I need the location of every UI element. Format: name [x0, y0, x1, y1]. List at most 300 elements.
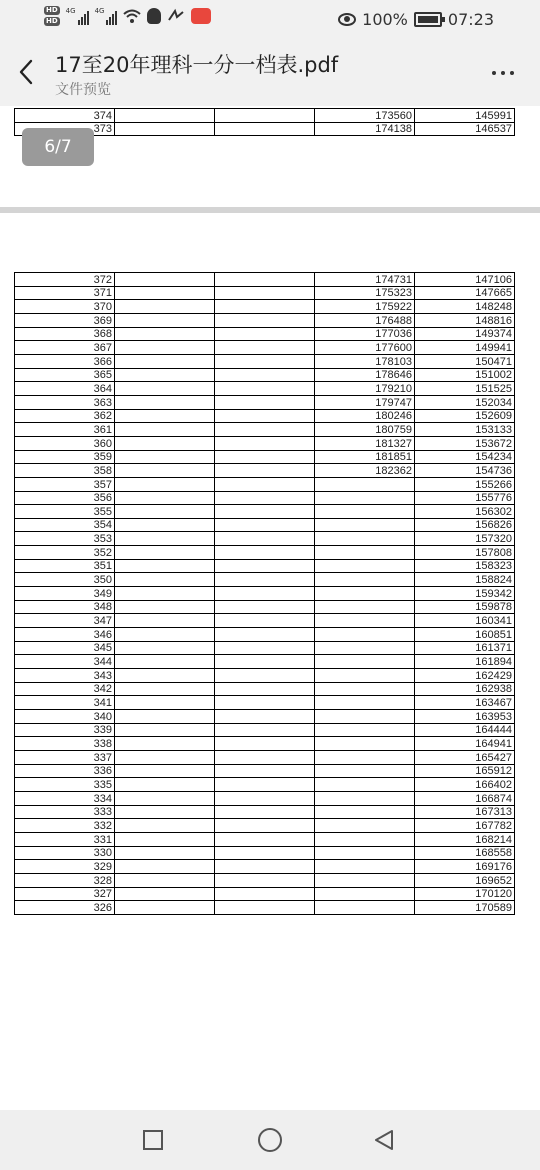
table-cell-c5: 149941 [415, 341, 515, 355]
table-cell-c2 [115, 559, 215, 573]
table-cell-c4 [315, 737, 415, 751]
table-row [15, 723, 515, 737]
table-cell-c3 [215, 573, 315, 587]
table-row [15, 505, 515, 519]
table-cell-c4: 181851 [315, 450, 415, 464]
table-cell-c4 [315, 532, 415, 546]
table-row [15, 901, 515, 915]
table-cell-c5: 168558 [415, 846, 515, 860]
qq-icon [147, 8, 161, 24]
table-cell-c2 [115, 669, 215, 683]
table-cell-c4 [315, 628, 415, 642]
table-row [15, 696, 515, 710]
table-cell-score: 359 [15, 450, 115, 464]
table-row [15, 669, 515, 683]
table-cell-c2 [115, 682, 215, 696]
hd-badge-2: HD [46, 17, 58, 25]
table-cell-c2 [115, 614, 215, 628]
table-row [15, 573, 515, 587]
table-cell-c3 [215, 819, 315, 833]
table-row [15, 286, 515, 300]
table-cell-c4 [315, 669, 415, 683]
table-row [15, 109, 515, 123]
signal-icon-2 [95, 7, 118, 25]
table-cell-c3 [215, 559, 315, 573]
table-cell-score: 360 [15, 436, 115, 450]
table-cell-c5: 150471 [415, 354, 515, 368]
table-cell-c3 [215, 600, 315, 614]
table-cell-c2 [115, 518, 215, 532]
table-cell-c4: 174138 [315, 122, 415, 136]
table-cell-c5: 165427 [415, 750, 515, 764]
table-cell-c2 [115, 641, 215, 655]
table-cell-score: 329 [15, 860, 115, 874]
table-cell-c4 [315, 819, 415, 833]
table-cell-score: 369 [15, 313, 115, 327]
table-cell-c5: 145991 [415, 109, 515, 123]
home-circle-icon[interactable] [258, 1128, 282, 1152]
table-cell-c4 [315, 873, 415, 887]
table-cell-c5: 155266 [415, 477, 515, 491]
table-cell-c3 [215, 436, 315, 450]
table-cell-c2 [115, 778, 215, 792]
table-cell-c3 [215, 778, 315, 792]
table-cell-c3 [215, 750, 315, 764]
table-cell-c2 [115, 819, 215, 833]
table-cell-score: 332 [15, 819, 115, 833]
table-cell-c2 [115, 286, 215, 300]
file-title: 17至20年理科一分一档表.pdf [55, 53, 339, 77]
table-cell-c5: 167782 [415, 819, 515, 833]
table-cell-c5: 160851 [415, 628, 515, 642]
table-cell-score: 367 [15, 341, 115, 355]
table-cell-c4 [315, 764, 415, 778]
table-cell-c2 [115, 423, 215, 437]
table-cell-score: 333 [15, 805, 115, 819]
table-cell-score: 337 [15, 750, 115, 764]
table-cell-c4 [315, 559, 415, 573]
table-cell-c4 [315, 805, 415, 819]
table-cell-c5: 164444 [415, 723, 515, 737]
table-cell-score: 353 [15, 532, 115, 546]
table-cell-c2 [115, 587, 215, 601]
table-row [15, 395, 515, 409]
battery-icon [414, 12, 442, 27]
table-cell-c5: 152609 [415, 409, 515, 423]
table-cell-c3 [215, 723, 315, 737]
chevron-left-icon [12, 54, 42, 90]
table-cell-c5: 169176 [415, 860, 515, 874]
table-cell-score: 330 [15, 846, 115, 860]
table-cell-c3 [215, 477, 315, 491]
table-row [15, 873, 515, 887]
table-row [15, 354, 515, 368]
table-cell-c2 [115, 341, 215, 355]
table-cell-score: 356 [15, 491, 115, 505]
table-cell-c4 [315, 832, 415, 846]
table-cell-c4: 181327 [315, 436, 415, 450]
table-row [15, 737, 515, 751]
recents-square-icon[interactable] [143, 1130, 163, 1150]
pdf-viewer[interactable] [0, 106, 540, 1110]
table-row [15, 655, 515, 669]
table-cell-c5: 146537 [415, 122, 515, 136]
table-cell-c3 [215, 286, 315, 300]
table-cell-score: 349 [15, 587, 115, 601]
table-cell-c3 [215, 873, 315, 887]
table-cell-score: 326 [15, 901, 115, 915]
table-cell-c5: 148248 [415, 300, 515, 314]
table-row [15, 532, 515, 546]
table-cell-c5: 166402 [415, 778, 515, 792]
table-cell-c5: 155776 [415, 491, 515, 505]
table-cell-c3 [215, 368, 315, 382]
table-cell-c5: 148816 [415, 313, 515, 327]
table-cell-c5: 157808 [415, 546, 515, 560]
table-cell-score: 347 [15, 614, 115, 628]
table-cell-c3 [215, 450, 315, 464]
table-cell-c3 [215, 832, 315, 846]
table-row [15, 546, 515, 560]
table-cell-score: 328 [15, 873, 115, 887]
table-cell-score: 344 [15, 655, 115, 669]
table-cell-c5: 163953 [415, 710, 515, 724]
table-row [15, 710, 515, 724]
table-cell-c4: 182362 [315, 464, 415, 478]
table-cell-c2 [115, 122, 215, 136]
hd-badge-1: HD [46, 6, 58, 14]
table-cell-c2 [115, 464, 215, 478]
table-cell-score: 346 [15, 628, 115, 642]
back-triangle-icon[interactable] [372, 1128, 396, 1152]
table-cell-c4: 177036 [315, 327, 415, 341]
table-cell-c4 [315, 641, 415, 655]
battery-percent: 100% [362, 10, 408, 29]
table-cell-c2 [115, 655, 215, 669]
table-cell-c4 [315, 587, 415, 601]
table-cell-score: 343 [15, 669, 115, 683]
table-cell-c2 [115, 628, 215, 642]
table-cell-c3 [215, 491, 315, 505]
table-cell-c2 [115, 737, 215, 751]
table-cell-c4: 175922 [315, 300, 415, 314]
clock: 07:23 [447, 10, 494, 29]
table-cell-c5: 162429 [415, 669, 515, 683]
table-cell-c4 [315, 614, 415, 628]
app-notification-icon [167, 8, 185, 24]
more-options-button[interactable] [488, 66, 518, 80]
table-cell-c4 [315, 477, 415, 491]
table-cell-c2 [115, 696, 215, 710]
table-row [15, 368, 515, 382]
table-cell-c3 [215, 614, 315, 628]
table-cell-c4: 176488 [315, 313, 415, 327]
table-cell-c3 [215, 423, 315, 437]
table-cell-c3 [215, 805, 315, 819]
table-cell-c4: 173560 [315, 109, 415, 123]
table-cell-c5: 168214 [415, 832, 515, 846]
table-row [15, 587, 515, 601]
table-cell-c3 [215, 696, 315, 710]
table-cell-c4: 175323 [315, 286, 415, 300]
table-cell-c3 [215, 737, 315, 751]
table-cell-c5: 169652 [415, 873, 515, 887]
table-cell-c2 [115, 477, 215, 491]
table-cell-c4 [315, 573, 415, 587]
table-cell-c5: 153672 [415, 436, 515, 450]
table-cell-c2 [115, 532, 215, 546]
table-cell-c5: 147665 [415, 286, 515, 300]
table-cell-score: 364 [15, 382, 115, 396]
table-cell-c4 [315, 546, 415, 560]
table-row [15, 805, 515, 819]
table-cell-score: 363 [15, 395, 115, 409]
table-cell-c5: 157320 [415, 532, 515, 546]
table-cell-c4: 178646 [315, 368, 415, 382]
signal-icon-1 [66, 7, 89, 25]
table-cell-score: 327 [15, 887, 115, 901]
red-app-icon [191, 8, 211, 24]
table-row [15, 341, 515, 355]
network-type-1: 4G [65, 7, 76, 15]
table-row [15, 860, 515, 874]
status-left [44, 6, 211, 26]
table-cell-score: 345 [15, 641, 115, 655]
table-cell-score: 338 [15, 737, 115, 751]
status-right [338, 10, 494, 29]
table-cell-c2 [115, 573, 215, 587]
table-cell-c3 [215, 846, 315, 860]
table-row [15, 846, 515, 860]
table-cell-c3 [215, 901, 315, 915]
eye-comfort-icon [338, 13, 356, 26]
table-cell-score: 350 [15, 573, 115, 587]
table-cell-score: 342 [15, 682, 115, 696]
table-cell-c5: 159342 [415, 587, 515, 601]
table-row [15, 477, 515, 491]
table-cell-c4 [315, 696, 415, 710]
table-cell-c5: 170120 [415, 887, 515, 901]
table-row [15, 464, 515, 478]
table-cell-c5: 161371 [415, 641, 515, 655]
table-cell-c5: 165912 [415, 764, 515, 778]
table-cell-c5: 156302 [415, 505, 515, 519]
table-cell-c3 [215, 546, 315, 560]
table-cell-score: 339 [15, 723, 115, 737]
table-cell-score: 368 [15, 327, 115, 341]
table-cell-c3 [215, 764, 315, 778]
page-separator [0, 207, 540, 213]
table-cell-c3 [215, 122, 315, 136]
table-row [15, 423, 515, 437]
table-cell-score: 331 [15, 832, 115, 846]
table-cell-score: 334 [15, 791, 115, 805]
table-cell-c2 [115, 395, 215, 409]
table-row [15, 764, 515, 778]
table-cell-c4 [315, 860, 415, 874]
table-cell-c3 [215, 860, 315, 874]
table-cell-c3 [215, 655, 315, 669]
table-cell-c2 [115, 327, 215, 341]
score-table [14, 272, 515, 915]
table-row [15, 750, 515, 764]
table-cell-score: 335 [15, 778, 115, 792]
hd-badges [44, 6, 60, 26]
table-cell-score: 361 [15, 423, 115, 437]
table-cell-c2 [115, 273, 215, 287]
table-cell-c5: 151525 [415, 382, 515, 396]
table-cell-c5: 153133 [415, 423, 515, 437]
table-cell-score: 366 [15, 354, 115, 368]
table-cell-c4 [315, 655, 415, 669]
table-row [15, 409, 515, 423]
table-cell-c4 [315, 778, 415, 792]
table-cell-c4 [315, 846, 415, 860]
table-cell-score: 370 [15, 300, 115, 314]
page-indicator: 6/7 [22, 128, 94, 166]
table-cell-score: 374 [15, 109, 115, 123]
table-cell-c5: 166874 [415, 791, 515, 805]
table-cell-c4: 174731 [315, 273, 415, 287]
table-cell-c3 [215, 395, 315, 409]
table-cell-c2 [115, 832, 215, 846]
table-cell-c3 [215, 710, 315, 724]
table-cell-c3 [215, 587, 315, 601]
network-type-2: 4G [94, 7, 105, 15]
table-cell-c3 [215, 313, 315, 327]
table-row [15, 832, 515, 846]
table-cell-c5: 149374 [415, 327, 515, 341]
table-cell-c2 [115, 368, 215, 382]
table-cell-c5: 159878 [415, 600, 515, 614]
table-row [15, 887, 515, 901]
table-cell-c5: 161894 [415, 655, 515, 669]
table-cell-c5: 154736 [415, 464, 515, 478]
table-cell-c3 [215, 300, 315, 314]
table-row [15, 628, 515, 642]
table-cell-c2 [115, 382, 215, 396]
table-cell-score: 358 [15, 464, 115, 478]
table-cell-c2 [115, 354, 215, 368]
table-cell-c4 [315, 505, 415, 519]
table-row [15, 641, 515, 655]
table-cell-c5: 164941 [415, 737, 515, 751]
table-row [15, 518, 515, 532]
table-cell-c2 [115, 887, 215, 901]
table-cell-c3 [215, 641, 315, 655]
table-cell-c2 [115, 846, 215, 860]
table-cell-c5: 154234 [415, 450, 515, 464]
table-cell-score: 362 [15, 409, 115, 423]
table-cell-c4: 177600 [315, 341, 415, 355]
table-cell-score: 336 [15, 764, 115, 778]
table-cell-c2 [115, 750, 215, 764]
table-cell-score: 371 [15, 286, 115, 300]
table-cell-c5: 167313 [415, 805, 515, 819]
table-cell-score: 352 [15, 546, 115, 560]
table-cell-c3 [215, 109, 315, 123]
table-cell-c2 [115, 436, 215, 450]
table-row [15, 614, 515, 628]
table-row [15, 300, 515, 314]
table-cell-c3 [215, 682, 315, 696]
table-cell-c2 [115, 791, 215, 805]
system-nav-bar [0, 1110, 540, 1170]
table-row [15, 273, 515, 287]
table-cell-c3 [215, 532, 315, 546]
table-cell-c5: 152034 [415, 395, 515, 409]
table-row [15, 559, 515, 573]
table-cell-c3 [215, 327, 315, 341]
table-cell-c2 [115, 546, 215, 560]
table-cell-c4: 180759 [315, 423, 415, 437]
file-subtitle: 文件预览 [55, 82, 111, 98]
table-row [15, 778, 515, 792]
table-cell-c5: 163467 [415, 696, 515, 710]
table-cell-c2 [115, 723, 215, 737]
table-cell-c3 [215, 669, 315, 683]
table-cell-c5: 156826 [415, 518, 515, 532]
table-cell-c2 [115, 600, 215, 614]
table-cell-c4: 180246 [315, 409, 415, 423]
table-cell-score: 357 [15, 477, 115, 491]
table-cell-score: 340 [15, 710, 115, 724]
table-cell-c4 [315, 600, 415, 614]
table-cell-score: 351 [15, 559, 115, 573]
table-cell-c4 [315, 682, 415, 696]
table-cell-c2 [115, 409, 215, 423]
table-cell-c3 [215, 464, 315, 478]
table-row [15, 382, 515, 396]
table-cell-c2 [115, 109, 215, 123]
table-cell-c4 [315, 710, 415, 724]
table-cell-score: 348 [15, 600, 115, 614]
app-header [0, 40, 540, 106]
table-cell-c4 [315, 723, 415, 737]
table-cell-c2 [115, 505, 215, 519]
table-cell-c3 [215, 382, 315, 396]
table-cell-c4: 178103 [315, 354, 415, 368]
table-cell-c4 [315, 750, 415, 764]
wifi-icon [123, 8, 141, 24]
table-cell-c5: 151002 [415, 368, 515, 382]
table-cell-c3 [215, 791, 315, 805]
table-cell-c2 [115, 764, 215, 778]
table-cell-c2 [115, 860, 215, 874]
table-cell-c4 [315, 887, 415, 901]
table-cell-c3 [215, 273, 315, 287]
more-dots-icon [492, 71, 496, 75]
table-cell-c5: 170589 [415, 901, 515, 915]
table-cell-c5: 160341 [415, 614, 515, 628]
table-cell-score: 355 [15, 505, 115, 519]
table-cell-c2 [115, 873, 215, 887]
back-button[interactable] [12, 54, 42, 90]
table-cell-score: 372 [15, 273, 115, 287]
table-cell-c3 [215, 341, 315, 355]
table-cell-c3 [215, 628, 315, 642]
table-cell-score: 341 [15, 696, 115, 710]
table-cell-score: 365 [15, 368, 115, 382]
table-cell-c3 [215, 887, 315, 901]
table-cell-c4: 179747 [315, 395, 415, 409]
table-cell-c2 [115, 901, 215, 915]
table-row [15, 436, 515, 450]
table-row [15, 313, 515, 327]
table-row [15, 450, 515, 464]
table-row [15, 819, 515, 833]
table-cell-c2 [115, 805, 215, 819]
